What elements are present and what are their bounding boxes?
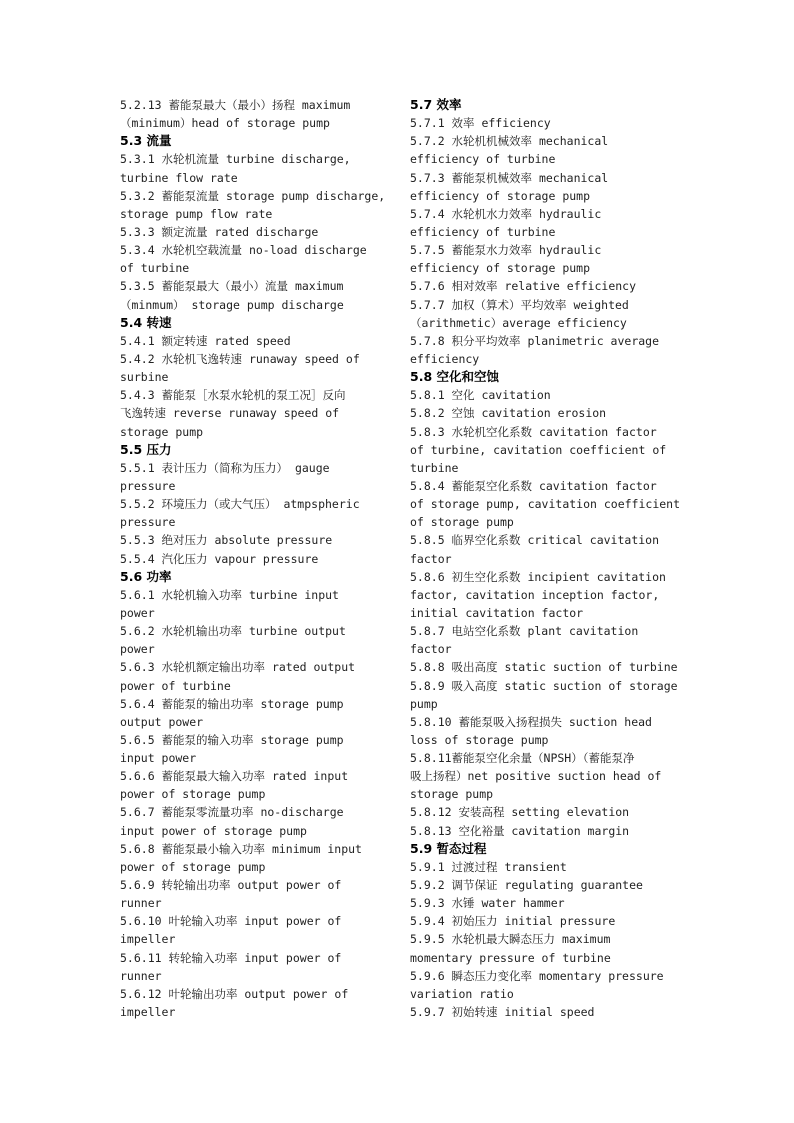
term-line: storage pump flow rate xyxy=(120,206,273,221)
term-line: 5.8.3 水轮机空化系数 cavitation factor xyxy=(410,424,657,439)
term-line: 5.3.2 蓄能泵流量 storage pump discharge, xyxy=(120,188,386,203)
term-line: （minmum） storage pump discharge xyxy=(120,297,344,312)
section-heading: 5.9 暂态过程 xyxy=(410,840,487,856)
term-line: 5.6.1 水轮机输入功率 turbine input xyxy=(120,587,339,602)
term-line: 5.6.10 叶轮输入功率 input power of xyxy=(120,914,342,929)
section-heading: 5.8 空化和空蚀 xyxy=(410,369,499,385)
term-line: efficiency of storage pump xyxy=(410,188,591,203)
term-line: input power of storage pump xyxy=(120,823,307,838)
term-line: 5.7.6 相对效率 relative efficiency xyxy=(410,279,637,294)
term-line: pump xyxy=(410,696,438,711)
term-line: 5.8.13 空化裕量 cavitation margin xyxy=(410,823,630,838)
term-line: of storage pump, cavitation coefficient xyxy=(410,497,681,512)
term-line: pressure xyxy=(120,515,176,530)
term-line: 5.6.9 转轮输出功率 output power of xyxy=(120,878,342,893)
term-line: 5.8.6 初生空化系数 incipient cavitation xyxy=(410,569,666,584)
section-heading: 5.6 功率 xyxy=(120,568,172,584)
term-line: variation ratio xyxy=(410,986,514,1001)
term-line: 5.4.1 额定转速 rated speed xyxy=(120,333,291,348)
term-line: input power xyxy=(120,751,197,766)
term-line: 5.8.7 电站空化系数 plant cavitation xyxy=(410,624,639,639)
term-line: 5.6.3 水轮机额定输出功率 rated output xyxy=(120,660,356,675)
term-line: 5.5.3 绝对压力 absolute pressure xyxy=(120,533,333,548)
term-line: 5.8.12 安装高程 setting elevation xyxy=(410,805,630,820)
term-line: 5.5.4 汽化压力 vapour pressure xyxy=(120,551,319,566)
term-line: impeller xyxy=(120,1005,176,1020)
term-line: 5.8.2 空蚀 cavitation erosion xyxy=(410,406,607,421)
term-line: 5.5.2 环境压力（或大气压） atmpspheric xyxy=(120,497,360,512)
term-line: 5.9.1 过渡过程 transient xyxy=(410,859,567,874)
section-heading: 5.5 压力 xyxy=(120,441,172,457)
term-line: 5.3.1 水轮机流量 turbine discharge, xyxy=(120,152,351,167)
term-line: 5.6.11 转轮输入功率 input power of xyxy=(120,950,342,965)
term-line: 5.8.9 吸入高度 static suction of storage xyxy=(410,678,678,693)
term-line: 5.7.1 效率 efficiency xyxy=(410,116,551,131)
term-line: 5.5.1 表计压力（简称为压力） gauge xyxy=(120,460,330,475)
term-line: 5.7.7 加权（算术）平均效率 weighted xyxy=(410,297,629,312)
term-line: factor xyxy=(410,642,452,657)
term-line: 吸上扬程）net positive suction head of xyxy=(410,769,662,784)
term-line: 5.7.5 蓄能泵水力效率 hydraulic xyxy=(410,243,602,258)
term-line: surbine xyxy=(120,370,169,385)
section-heading: 5.3 流量 xyxy=(120,133,172,149)
term-line: 5.7.3 蓄能泵机械效率 mechanical xyxy=(410,170,609,185)
term-line: loss of storage pump xyxy=(410,732,549,747)
term-line: efficiency of storage pump xyxy=(410,261,591,276)
left-column xyxy=(120,96,408,1021)
term-line: （arithmetic）average efficiency xyxy=(410,315,627,330)
term-line: 5.6.7 蓄能泵零流量功率 no-discharge xyxy=(120,805,344,820)
term-line: 5.3.5 蓄能泵最大（最小）流量 maximum xyxy=(120,279,344,294)
term-line: impeller xyxy=(120,932,176,947)
section-heading: 5.7 效率 xyxy=(410,97,462,112)
term-line: storage pump xyxy=(410,787,494,802)
term-line: turbine xyxy=(410,460,459,475)
term-line: 5.9.7 初始转速 initial speed xyxy=(410,1005,595,1020)
term-line: （minimum）head of storage pump xyxy=(120,116,330,131)
term-line: 5.3.3 额定流量 rated discharge xyxy=(120,224,319,239)
term-line: 5.2.13 蓄能泵最大（最小）扬程 maximum xyxy=(120,98,351,112)
term-line: of turbine xyxy=(120,261,190,276)
term-line: 5.8.10 蓄能泵吸入扬程损失 suction head xyxy=(410,714,652,729)
term-line: of turbine, cavitation coefficient of xyxy=(410,442,667,457)
term-line: 5.9.5 水轮机最大瞬态压力 maximum xyxy=(410,932,611,947)
term-line: 5.7.2 水轮机机械效率 mechanical xyxy=(410,134,609,149)
term-line: 5.6.12 叶轮输出功率 output power of xyxy=(120,986,349,1001)
term-line: 飞逸转速 reverse runaway speed of xyxy=(120,406,340,421)
term-line: power xyxy=(120,605,155,620)
term-line: 5.9.4 初始压力 initial pressure xyxy=(410,914,616,929)
term-line: runner xyxy=(120,968,162,983)
term-line: 5.4.2 水轮机飞逸转速 runaway speed of xyxy=(120,351,360,366)
term-line: 5.6.4 蓄能泵的输出功率 storage pump xyxy=(120,696,344,711)
term-line: 5.8.4 蓄能泵空化系数 cavitation factor xyxy=(410,478,657,493)
term-line: 5.6.6 蓄能泵最大输入功率 rated input xyxy=(120,769,349,784)
term-line: power xyxy=(120,642,155,657)
term-line: 5.3.4 水轮机空载流量 no-load discharge xyxy=(120,243,367,258)
term-line: initial cavitation factor xyxy=(410,605,584,620)
term-line: storage pump xyxy=(120,424,204,439)
term-line: 5.9.6 瞬态压力变化率 momentary pressure xyxy=(410,968,664,983)
term-line: 5.8.11蓄能泵空化余量（NPSH）（蓄能泵净 xyxy=(410,751,635,766)
term-line: 5.7.8 积分平均效率 planimetric average xyxy=(410,333,660,348)
term-line: 5.9.2 调节保证 regulating guarantee xyxy=(410,878,643,893)
term-line: efficiency of turbine xyxy=(410,224,556,239)
term-line: power of turbine xyxy=(120,678,231,693)
term-line: 5.4.3 蓄能泵［水泵水轮机的泵工况］反向 xyxy=(120,388,346,403)
term-line: pressure xyxy=(120,478,176,493)
right-column xyxy=(410,96,698,1021)
term-line: 5.8.8 吸出高度 static suction of turbine xyxy=(410,660,678,675)
term-line: power of storage pump xyxy=(120,859,266,874)
term-line: efficiency xyxy=(410,351,480,366)
term-line: factor, cavitation inception factor, xyxy=(410,587,660,602)
term-line: output power xyxy=(120,714,204,729)
term-line: runner xyxy=(120,896,162,911)
term-line: efficiency of turbine xyxy=(410,152,556,167)
term-line: 5.8.5 临界空化系数 critical cavitation xyxy=(410,533,660,548)
term-line: 5.7.4 水轮机水力效率 hydraulic xyxy=(410,206,602,221)
term-line: 5.8.1 空化 cavitation xyxy=(410,388,551,403)
term-line: 5.6.5 蓄能泵的输入功率 storage pump xyxy=(120,732,344,747)
term-line: 5.9.3 水锤 water hammer xyxy=(410,896,565,911)
term-line: turbine flow rate xyxy=(120,170,238,185)
term-line: 5.6.8 蓄能泵最小输入功率 minimum input xyxy=(120,841,362,856)
term-line: factor xyxy=(410,551,452,566)
term-line: of storage pump xyxy=(410,515,514,530)
section-heading: 5.4 转速 xyxy=(120,314,172,330)
term-line: 5.6.2 水轮机输出功率 turbine output xyxy=(120,624,346,639)
term-line: power of storage pump xyxy=(120,787,266,802)
term-line: momentary pressure of turbine xyxy=(410,950,611,965)
